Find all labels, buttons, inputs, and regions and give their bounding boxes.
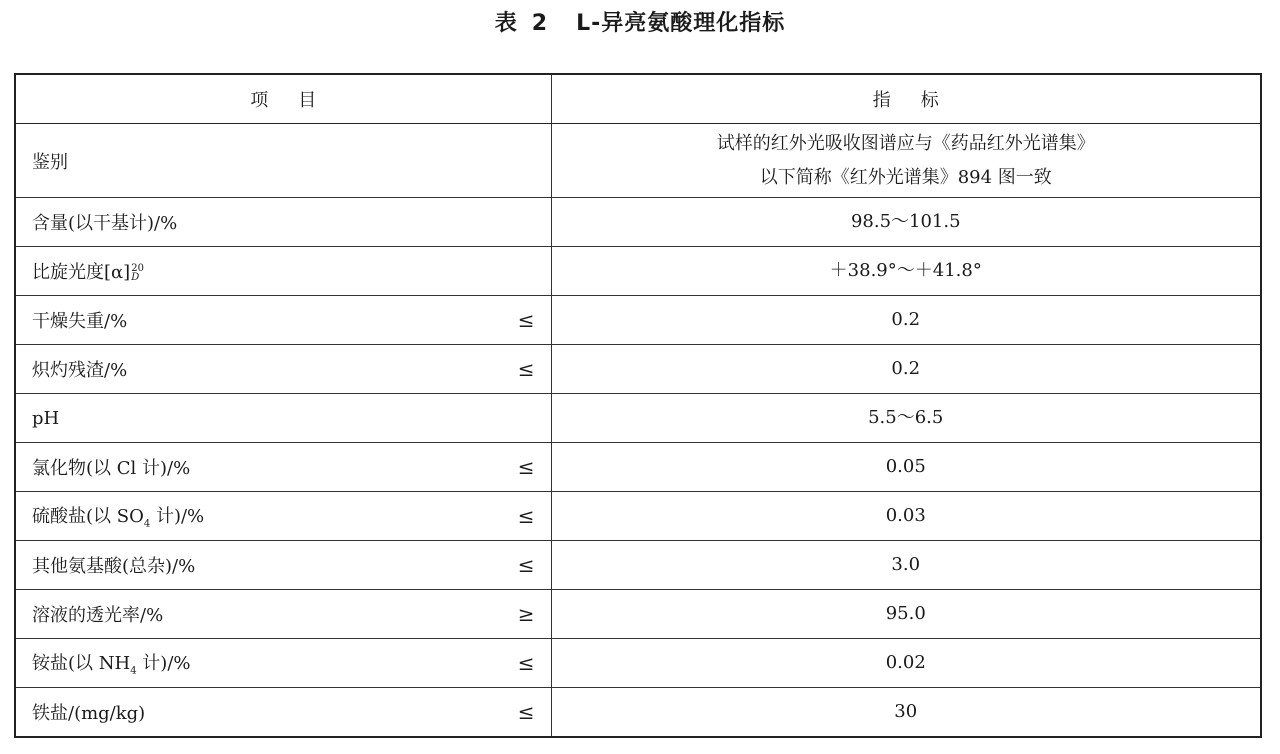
row-item: 含量(以干基计)/% — [15, 198, 551, 247]
row-spec: 5.5～6.5 — [551, 394, 1261, 443]
row-spec: 0.2 — [551, 296, 1261, 345]
comparator-symbol: ≤ — [517, 553, 535, 577]
row-item-superscript: 20 — [131, 263, 144, 274]
row-item: pH — [15, 394, 551, 443]
row-spec: 0.2 — [551, 345, 1261, 394]
spec-table — [14, 73, 1262, 738]
row-item-subscript: 4 — [130, 665, 137, 677]
table-row — [15, 198, 1261, 247]
header-item: 项目 — [15, 74, 551, 124]
table-row — [15, 296, 1261, 345]
row-item: 铁盐/(mg/kg) ≤ — [15, 688, 551, 738]
table-row — [15, 590, 1261, 639]
header-row — [15, 74, 1261, 124]
row-spec: 0.05 — [551, 443, 1261, 492]
row-item: 铵盐(以 $NH_4$ 计)/% ≤ — [15, 639, 551, 688]
table-row — [15, 394, 1261, 443]
row-spec: 98.5～101.5 — [551, 198, 1261, 247]
table-title — [0, 6, 1280, 37]
table-title-number: 2 — [531, 11, 549, 36]
table-row — [15, 639, 1261, 688]
table-row — [15, 124, 1261, 198]
header-spec: 指标 — [551, 74, 1261, 124]
row-item: 比旋光度[α] 20 D — [15, 247, 551, 296]
comparator-symbol: ≤ — [517, 357, 535, 381]
row-item: 硫酸盐(以 $SO_4$ 计)/% ≤ — [15, 492, 551, 541]
table-row — [15, 541, 1261, 590]
table-row — [15, 443, 1261, 492]
row-spec-line2: 以下简称《红外光谱集》894 图一致 — [759, 166, 1052, 188]
row-item: 干燥失重/% ≤ — [15, 296, 551, 345]
row-item: 溶液的透光率/% ≥ — [15, 590, 551, 639]
comparator-symbol: ≥ — [517, 602, 535, 626]
row-spec — [551, 124, 1261, 198]
table-title-text: L-异亮氨酸理化指标 — [576, 11, 786, 36]
row-spec: 0.02 — [551, 639, 1261, 688]
row-item: 炽灼残渣/% ≤ — [15, 345, 551, 394]
row-spec: 95.0 — [551, 590, 1261, 639]
table-row — [15, 492, 1261, 541]
row-item: 其他氨基酸(总杂)/% ≤ — [15, 541, 551, 590]
table-row — [15, 688, 1261, 738]
table-title-prefix: 表 — [494, 11, 518, 36]
row-spec: 3.0 — [551, 541, 1261, 590]
table-row — [15, 247, 1261, 296]
comparator-symbol: ≤ — [517, 455, 535, 479]
comparator-symbol: ≤ — [517, 651, 535, 675]
row-item: 氯化物(以 Cl 计)/% ≤ — [15, 443, 551, 492]
comparator-symbol: ≤ — [517, 504, 535, 528]
row-item-subscript: 4 — [143, 518, 151, 530]
comparator-symbol: ≤ — [517, 308, 535, 332]
row-spec: 30 — [551, 688, 1261, 738]
row-spec-line1: 试样的红外光吸收图谱应与《药品红外光谱集》 — [716, 132, 1095, 154]
row-item-subscript: D — [131, 272, 140, 283]
row-spec: ＋38.9°～＋41.8° — [551, 247, 1261, 296]
row-spec: 0.03 — [551, 492, 1261, 541]
row-item: 鉴别 — [15, 124, 551, 198]
table-row — [15, 345, 1261, 394]
comparator-symbol: ≤ — [517, 700, 535, 724]
